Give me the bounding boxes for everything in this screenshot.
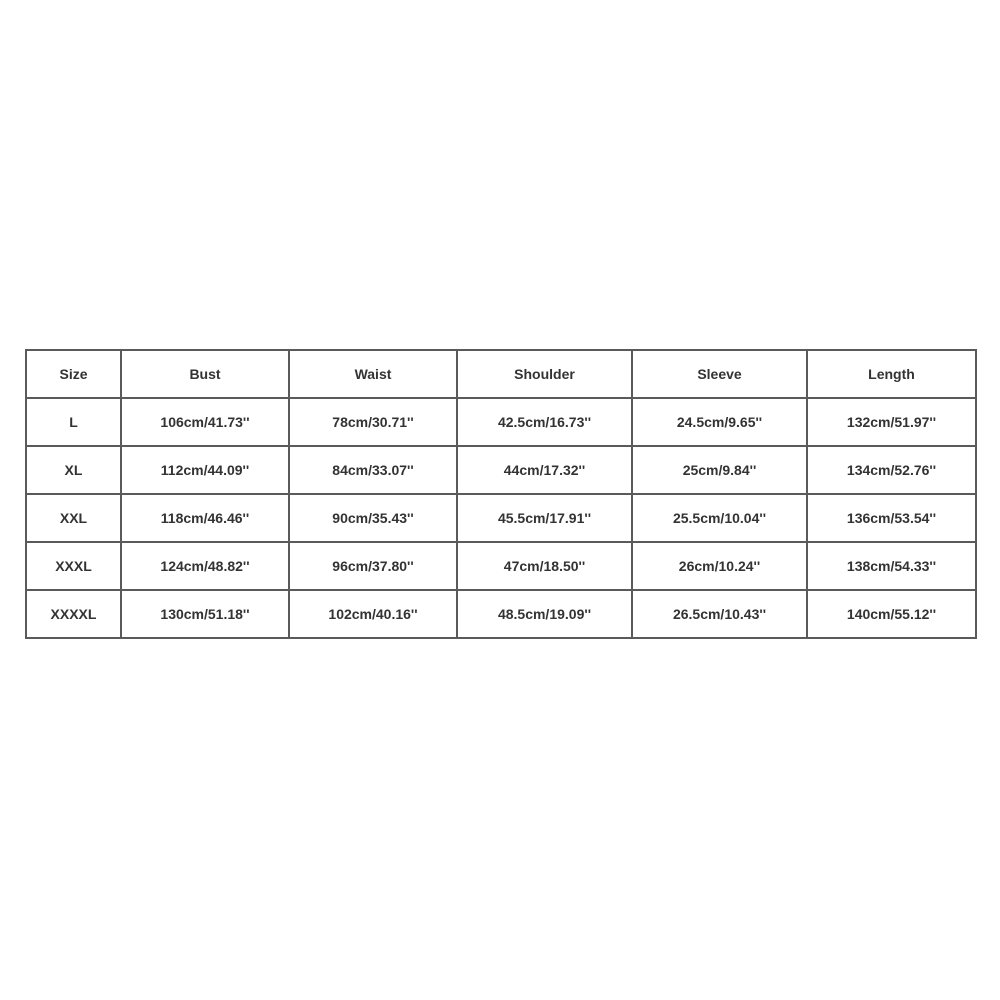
header-waist: Waist bbox=[289, 350, 457, 398]
table-row bbox=[26, 542, 976, 590]
cell-shoulder: 47cm/18.50'' bbox=[457, 542, 632, 590]
size-chart-table bbox=[25, 349, 977, 639]
cell-waist: 96cm/37.80'' bbox=[289, 542, 457, 590]
cell-shoulder: 45.5cm/17.91'' bbox=[457, 494, 632, 542]
table-row bbox=[26, 446, 976, 494]
cell-waist: 90cm/35.43'' bbox=[289, 494, 457, 542]
cell-bust: 124cm/48.82'' bbox=[121, 542, 289, 590]
header-sleeve: Sleeve bbox=[632, 350, 807, 398]
cell-shoulder: 44cm/17.32'' bbox=[457, 446, 632, 494]
cell-length: 132cm/51.97'' bbox=[807, 398, 976, 446]
cell-length: 136cm/53.54'' bbox=[807, 494, 976, 542]
cell-bust: 106cm/41.73'' bbox=[121, 398, 289, 446]
cell-size: XXL bbox=[26, 494, 121, 542]
cell-size: L bbox=[26, 398, 121, 446]
cell-waist: 84cm/33.07'' bbox=[289, 446, 457, 494]
table-row bbox=[26, 590, 976, 638]
cell-size: XXXL bbox=[26, 542, 121, 590]
cell-shoulder: 48.5cm/19.09'' bbox=[457, 590, 632, 638]
header-row bbox=[26, 350, 976, 398]
cell-sleeve: 25cm/9.84'' bbox=[632, 446, 807, 494]
header-size: Size bbox=[26, 350, 121, 398]
cell-sleeve: 26.5cm/10.43'' bbox=[632, 590, 807, 638]
cell-sleeve: 24.5cm/9.65'' bbox=[632, 398, 807, 446]
header-bust: Bust bbox=[121, 350, 289, 398]
cell-shoulder: 42.5cm/16.73'' bbox=[457, 398, 632, 446]
header-shoulder: Shoulder bbox=[457, 350, 632, 398]
cell-bust: 118cm/46.46'' bbox=[121, 494, 289, 542]
header-length: Length bbox=[807, 350, 976, 398]
cell-sleeve: 26cm/10.24'' bbox=[632, 542, 807, 590]
cell-sleeve: 25.5cm/10.04'' bbox=[632, 494, 807, 542]
cell-size: XXXXL bbox=[26, 590, 121, 638]
cell-waist: 102cm/40.16'' bbox=[289, 590, 457, 638]
cell-bust: 112cm/44.09'' bbox=[121, 446, 289, 494]
cell-bust: 130cm/51.18'' bbox=[121, 590, 289, 638]
cell-waist: 78cm/30.71'' bbox=[289, 398, 457, 446]
cell-length: 134cm/52.76'' bbox=[807, 446, 976, 494]
table-row bbox=[26, 398, 976, 446]
cell-length: 140cm/55.12'' bbox=[807, 590, 976, 638]
cell-length: 138cm/54.33'' bbox=[807, 542, 976, 590]
table-row bbox=[26, 494, 976, 542]
cell-size: XL bbox=[26, 446, 121, 494]
